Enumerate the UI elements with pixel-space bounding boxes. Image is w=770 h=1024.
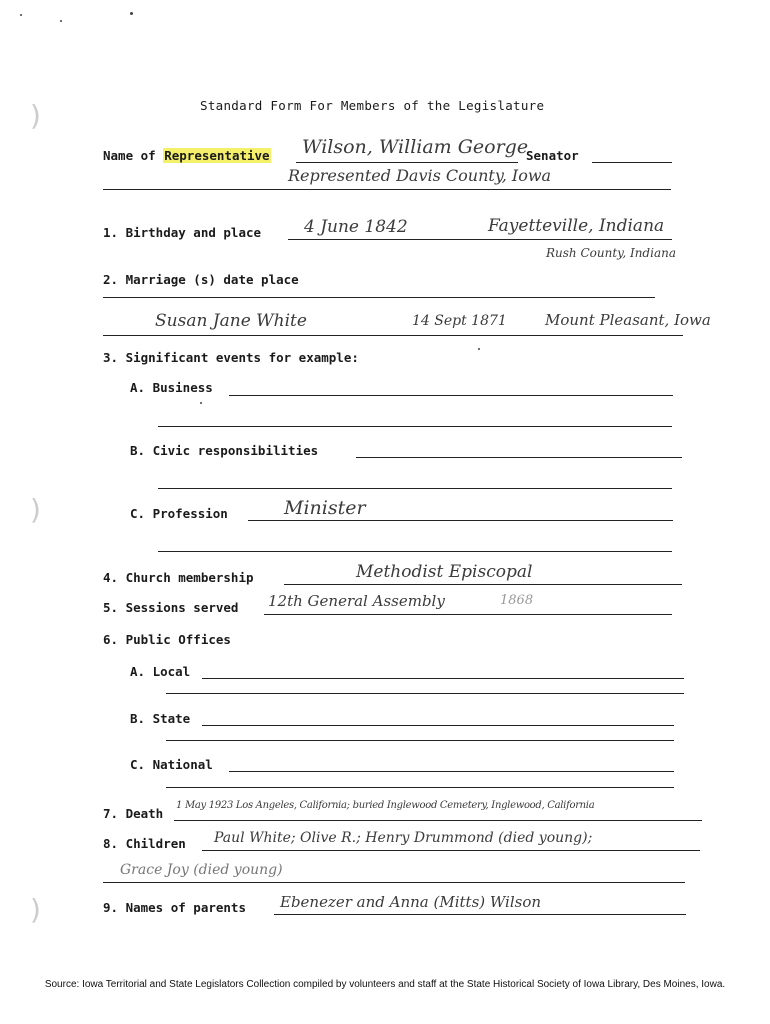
speck: [130, 12, 133, 15]
national-label: C. National: [130, 757, 213, 772]
handwritten-name: Wilson, William George: [302, 136, 529, 158]
handwritten-birth-county: Rush County, Indiana: [546, 246, 676, 260]
binder-hole-mark: ): [30, 99, 41, 132]
handwritten-represented: Represented Davis County, Iowa: [288, 166, 552, 185]
represented-line: [103, 189, 671, 190]
national-line-2: [166, 787, 674, 788]
significant-events-label: 3. Significant events for example:: [103, 350, 359, 365]
marriage-line-1: [103, 297, 655, 298]
senator-label: Senator: [526, 148, 579, 163]
civic-label: B. Civic responsibilities: [130, 443, 319, 458]
speck: [478, 348, 480, 350]
public-offices-label: 6. Public Offices: [103, 632, 231, 647]
state-line-1: [202, 725, 674, 726]
handwritten-church: Methodist Episcopal: [356, 562, 533, 582]
death-line: [174, 820, 702, 821]
source-caption: Source: Iowa Territorial and State Legislators Collection compiled by volunteers and staff at the State Historical Society of Iowa Library, Des Moines, Iowa.: [44, 979, 726, 990]
birthday-line: [288, 239, 672, 240]
church-label: 4. Church membership: [103, 570, 254, 585]
sessions-line: [264, 614, 672, 615]
handwritten-sessions: 12th General Assembly: [268, 592, 445, 610]
profession-line-2: [158, 551, 672, 552]
handwritten-profession: Minister: [284, 497, 366, 519]
speck: [60, 20, 62, 22]
local-line-1: [202, 678, 684, 679]
handwritten-birth-place: Fayetteville, Indiana: [488, 216, 665, 236]
representative-highlight: Representative: [164, 148, 270, 163]
handwritten-death: 1 May 1923 Los Angeles, California; buried Inglewood Cemetery, Inglewood, California: [176, 800, 595, 811]
handwritten-children-1: Paul White; Olive R.; Henry Drummond (died young);: [214, 830, 593, 846]
business-line-1: [229, 395, 673, 396]
speck: [20, 14, 22, 16]
handwritten-parents: Ebenezer and Anna (Mitts) Wilson: [280, 893, 542, 911]
national-line-1: [229, 771, 674, 772]
senator-line: [592, 162, 672, 163]
speck: [200, 402, 202, 404]
birthday-label: 1. Birthday and place: [103, 225, 262, 240]
name-label: [103, 148, 271, 163]
handwritten-sessions-year: 1868: [500, 593, 534, 608]
children-line-2: [103, 882, 685, 883]
form-title: Standard Form For Members of the Legislature: [200, 98, 545, 113]
profession-line-1: [248, 520, 673, 521]
name-label-prefix: Name of: [103, 148, 156, 163]
civic-line-1: [356, 457, 682, 458]
binder-hole-mark: ): [30, 493, 41, 526]
handwritten-birth-date: 4 June 1842: [304, 217, 408, 237]
parents-line: [274, 914, 686, 915]
parents-label: 9. Names of parents: [103, 900, 246, 915]
handwritten-children-2: Grace Joy (died young): [120, 862, 283, 878]
handwritten-marriage-date: 14 Sept 1871: [412, 313, 507, 329]
state-label: B. State: [130, 711, 191, 726]
church-line: [284, 584, 682, 585]
death-label: 7. Death: [103, 806, 164, 821]
local-label: A. Local: [130, 664, 191, 679]
marriage-label: 2. Marriage (s) date place: [103, 272, 299, 287]
local-line-2: [166, 693, 684, 694]
children-label: 8. Children: [103, 836, 186, 851]
state-line-2: [166, 740, 674, 741]
marriage-line-2: [103, 335, 683, 336]
business-label: A. Business: [130, 380, 213, 395]
profession-label: C. Profession: [130, 506, 228, 521]
business-line-2: [158, 426, 672, 427]
handwritten-marriage-place: Mount Pleasant, Iowa: [545, 311, 711, 329]
handwritten-spouse: Susan Jane White: [155, 311, 307, 331]
sessions-label: 5. Sessions served: [103, 600, 239, 615]
children-line-1: [202, 850, 700, 851]
name-line: [296, 162, 518, 163]
civic-line-2: [158, 488, 672, 489]
binder-hole-mark: ): [30, 893, 41, 926]
